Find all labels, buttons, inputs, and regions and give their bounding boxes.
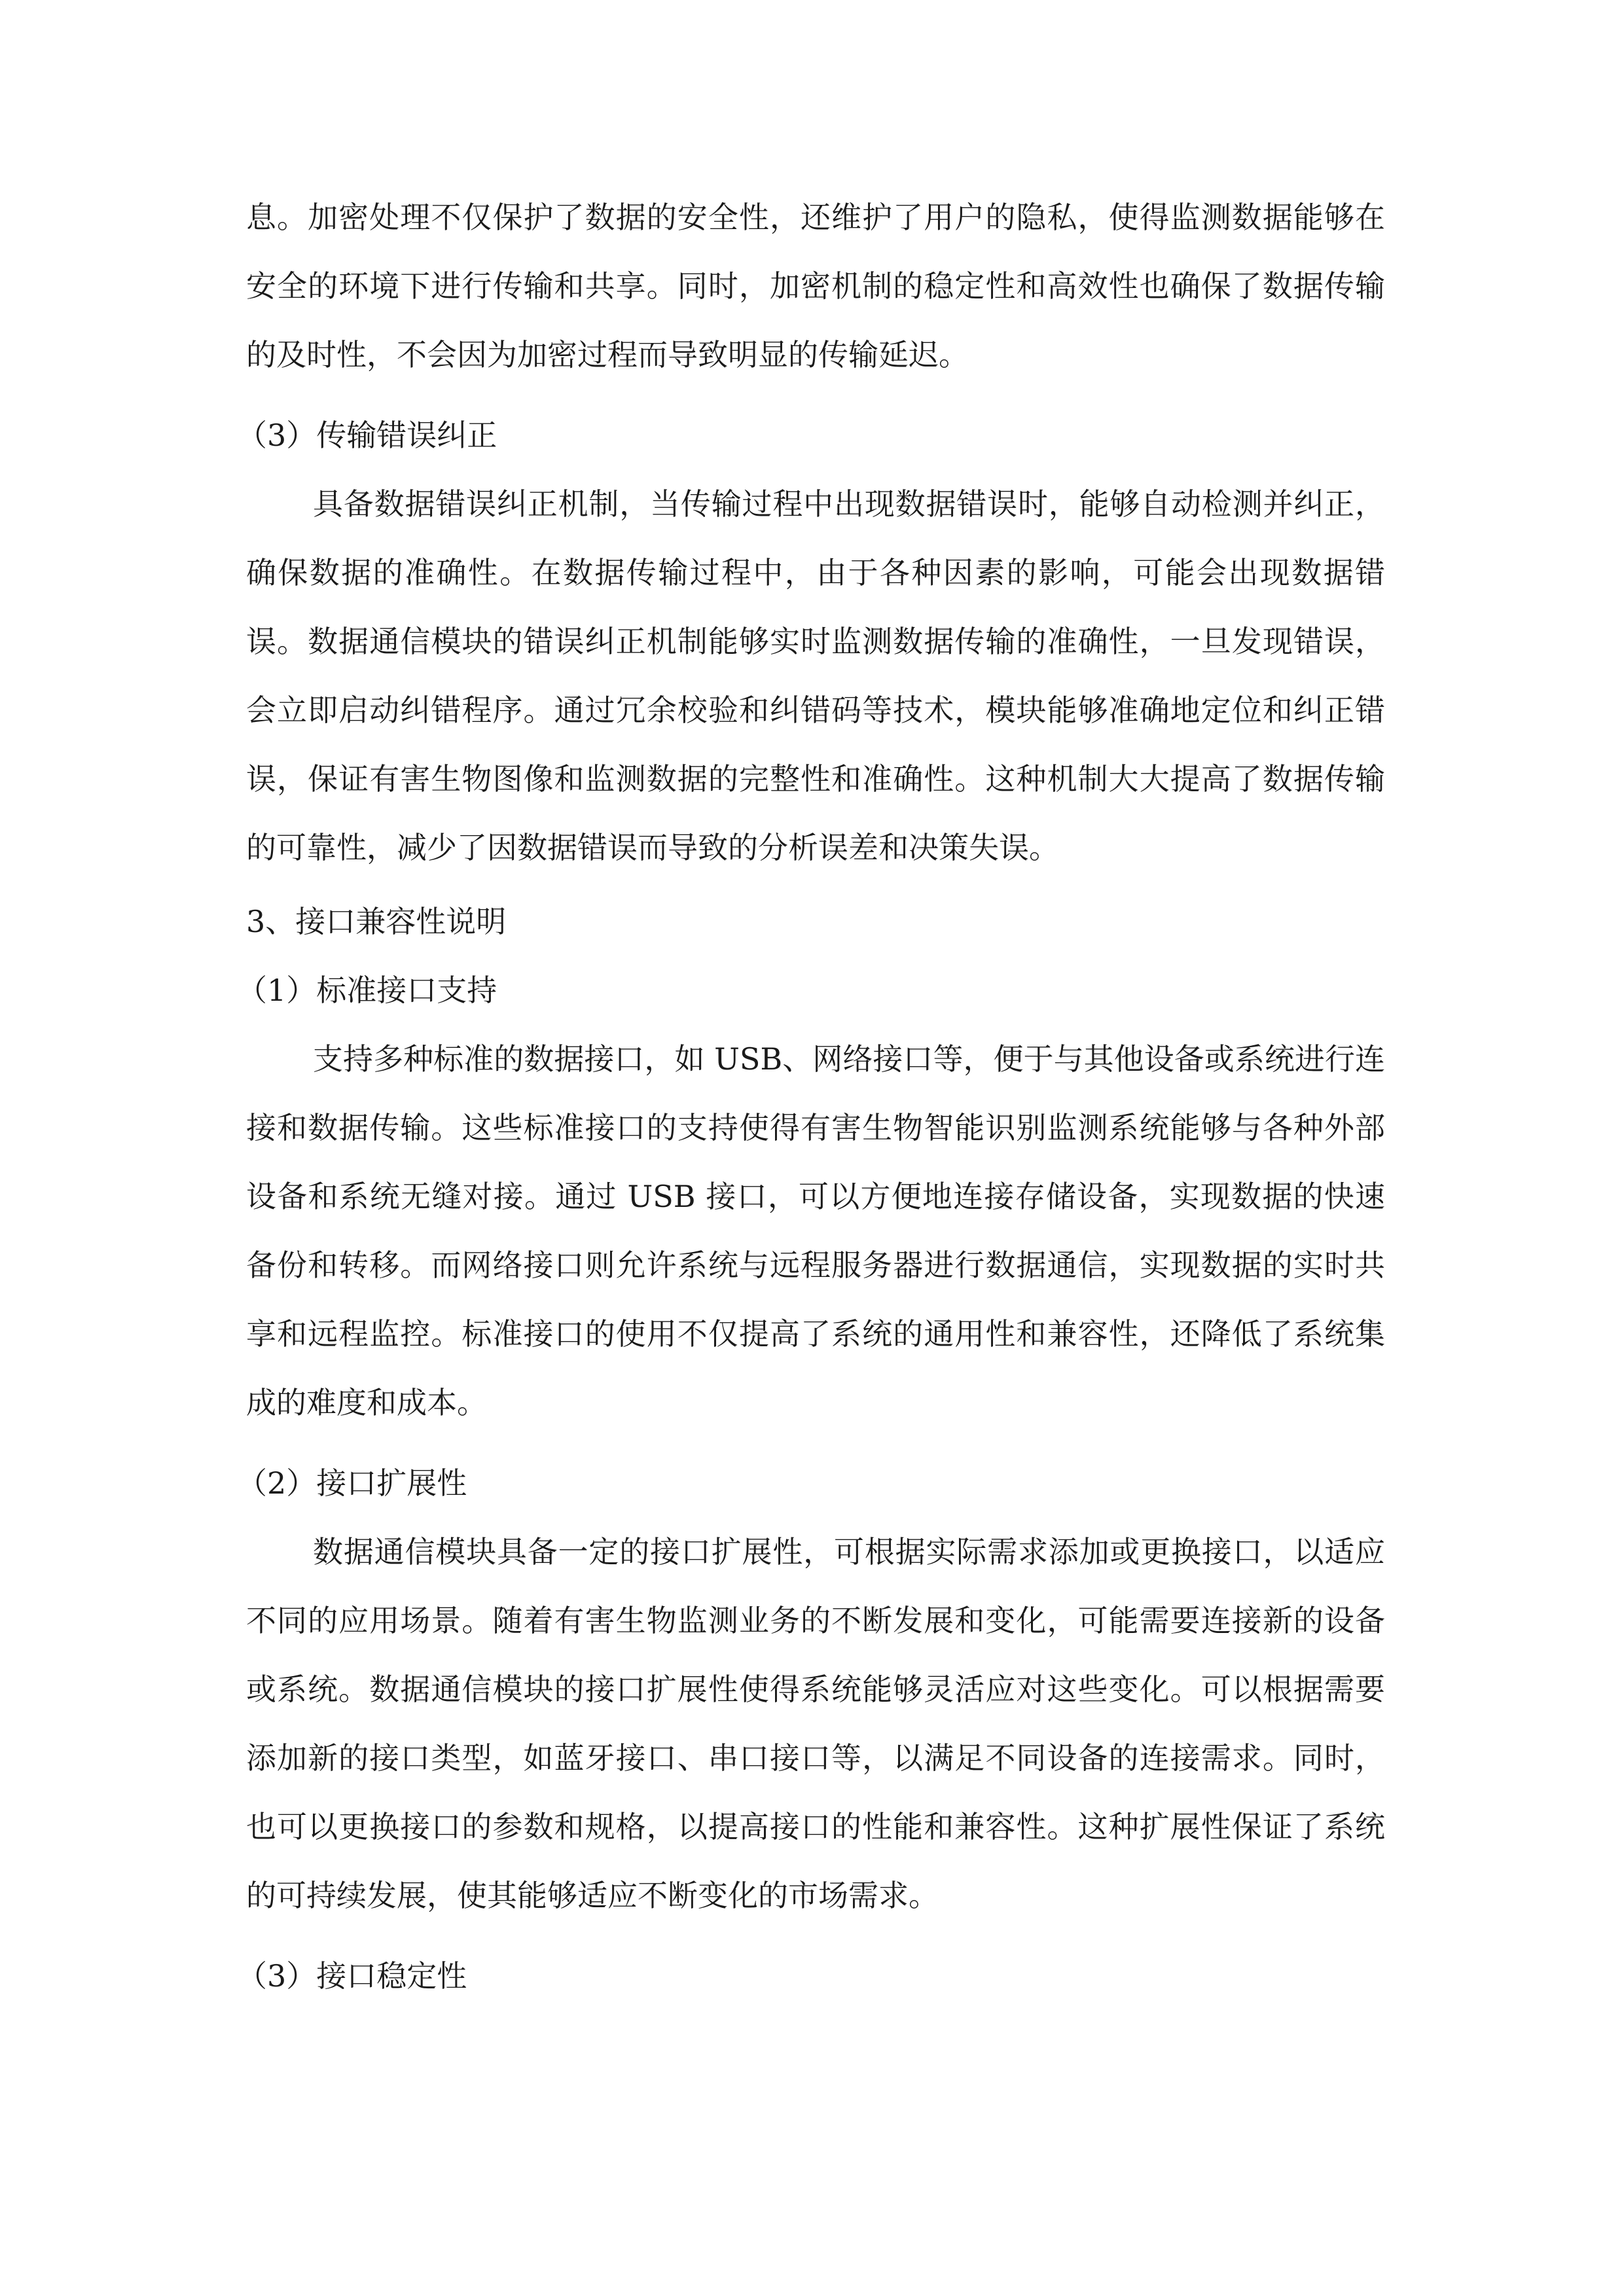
- paragraph-interface-extensibility: 数据通信模块具备一定的接口扩展性，可根据实际需求添加或更换接口，以适应不同的应用场景。随着有害生物监测业务的不断发展和变化，可能需要连接新的设备或系统。数据通信模块的接口扩展性使得系统能够灵活应对这些变化。可以根据需要添加新的接口类型，如蓝牙接口、串口接口等，以满足不同设备的连接需求。同时，也可以更换接口的参数和规格，以提高接口的性能和兼容性。这种扩展性保证了系统的可持续发展，使其能够适应不断变化的市场需求。: [246, 1534, 1385, 1913]
- paragraph-error-correction: 具备数据错误纠正机制，当传输过程中出现数据错误时，能够自动检测并纠正，确保数据的准确性。在数据传输过程中，由于各种因素的影响，可能会出现数据错误。数据通信模块的错误纠正机制能够实时监测数据传输的准确性，一旦发现错误，会立即启动纠错程序。通过冗余校验和纠错码等技术，模块能够准确地定位和纠正错误，保证有害生物图像和监测数据的完整性和准确性。这种机制大大提高了数据传输的可靠性，减少了因数据错误而导致的分析误差和决策失误。: [246, 486, 1385, 865]
- paragraph-standard-interface: 支持多种标准的数据接口，如 USB、网络接口等，便于与其他设备或系统进行连接和数据传输。这些标准接口的支持使得有害生物智能识别监测系统能够与各种外部设备和系统无缝对接。通过 USB 接口，可以方便地连接存储设备，实现数据的快速备份和转移。而网络接口则允许系统与远程服务器进行数据通信，实现数据的实时共享和远程监控。标准接口的使用不仅提高了系统的通用性和兼容性，还降低了系统集成的难度和成本。: [246, 1041, 1385, 1420]
- document-page: [237, 183, 1385, 2011]
- paragraph-encryption-continued: 息。加密处理不仅保护了数据的安全性，还维护了用户的隐私，使得监测数据能够在安全的环境下进行传输和共享。同时，加密机制的稳定性和高效性也确保了数据传输的及时性，不会因为加密过程而导致明显的传输延迟。: [246, 200, 1385, 372]
- heading-standard-interface: （1）标准接口支持: [237, 973, 497, 1008]
- heading-interface-extensibility: （2）接口扩展性: [237, 1465, 467, 1501]
- heading-interface-compatibility: 3、接口兼容性说明: [246, 904, 507, 939]
- heading-error-correction: （3）传输错误纠正: [237, 418, 497, 453]
- heading-interface-stability: （3）接口稳定性: [237, 1958, 467, 1994]
